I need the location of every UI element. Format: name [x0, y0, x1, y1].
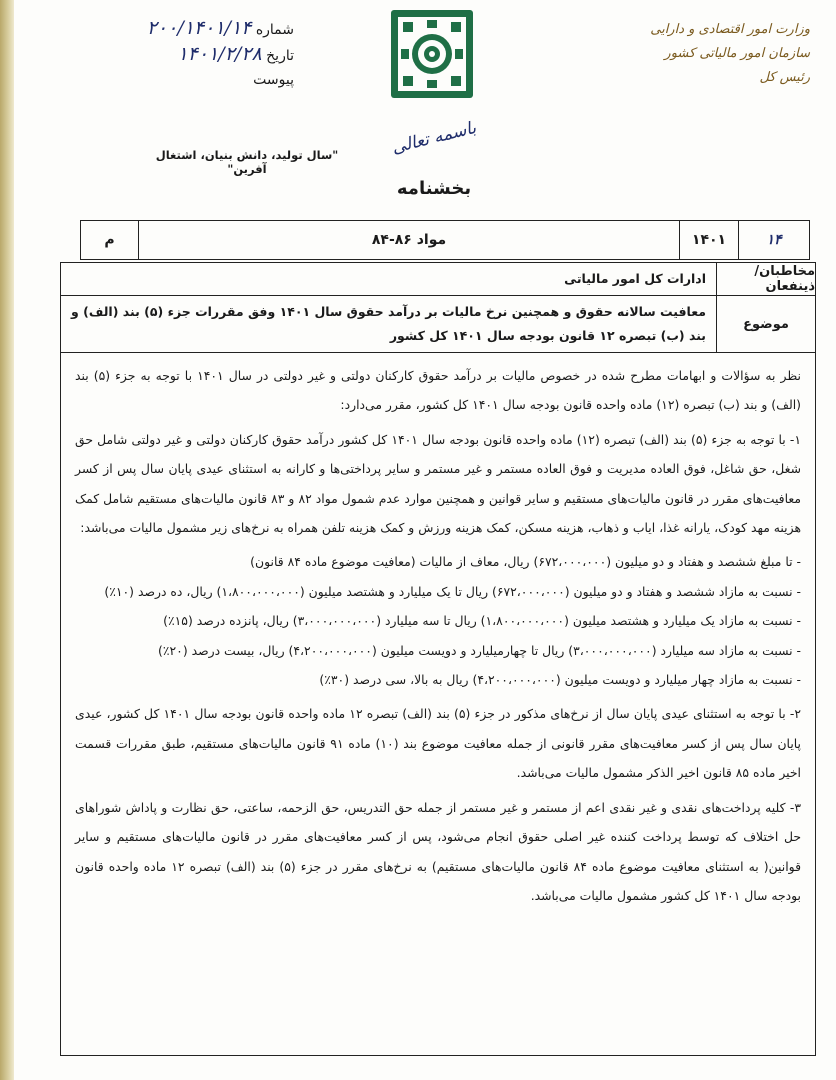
attachment-label: پیوست — [253, 72, 294, 88]
item-3-paragraph: ۳- کلیه پرداخت‌های نقدی و غیر نقدی اعم از مستمر و غیر مستمر از جمله حق التدریس، حق الزحمه، ساعتی، حق نظارت و پاداش شوراهای حل اختلاف که توسط پرداخت کننده غیر اصلی حقوق انجام می‌شود، پس از کسر معافیت‌های مقرر در قانون مالیات‌های مستقیم و سایر قوانین( به استثنای معافیت موضوع ماده ۸۴ قانون مالیات‌های مستقیم) به نرخ‌های مقرر در جزء (۵) بند (الف) تبصره ۱۲ ماده واحده قانون بودجه سال ۱۴۰۱ کل کشور مشمول مالیات می‌باشد. — [75, 799, 801, 903]
letter-meta — [94, 16, 294, 92]
bracket-3: - نسبت به مازاد یک میلیارد و هشتصد میلیون (۱،۸۰۰،۰۰۰،۰۰۰) ریال تا سه میلیارد (۳،۰۰۰،۰۰۰،۰۰۰) ریال، پانزده درصد (۱۵٪) — [163, 613, 801, 629]
circular-body-frame — [60, 262, 816, 1056]
number-label: شماره — [255, 22, 294, 38]
bracket-5: - نسبت به مازاد چهار میلیارد و دویست میلیون (۴،۲۰۰،۰۰۰،۰۰۰) ریال به بالا، سی درصد (۳۰٪) — [319, 672, 801, 688]
document-title: بخشنامه — [396, 178, 472, 199]
addressees-row — [61, 263, 815, 296]
ref-year: ۱۴۰۱ — [679, 221, 738, 259]
item-2-paragraph: ۲- با توجه به استثنای عیدی پایان سال از نرخ‌های مذکور در جزء (۵) بند (الف) تبصره ۱۲ ماده واحده قانون بودجه سال ۱۴۰۱ کل کشور، عیدی پایان سال پس از کسر معافیت‌های مقرر قانونی از جمله معافیت موضوع بند (۱۰) ماده ۹۱ قانون مالیات‌های مستقیم، طبق مقررات قسمت اخیر ماده ۸۵ قانون اخیر الذکر مشمول مالیات می‌باشد. — [75, 706, 801, 781]
attachment-line — [94, 68, 294, 92]
number-line — [94, 16, 294, 42]
subject-label: موضوع — [716, 296, 815, 352]
bracket-2: - نسبت به مازاد ششصد و هفتاد و دو میلیون (۶۷۲،۰۰۰،۰۰۰) ریال تا یک میلیارد و هشتصد میلیون (۱،۸۰۰،۰۰۰،۰۰۰) ریال، ده درصد (۱۰٪) — [104, 583, 801, 599]
reference-table — [80, 220, 810, 260]
bismillah-heading: باسمه تعالی — [389, 117, 479, 159]
addressees-value: ادارات کل امور مالیاتی — [564, 271, 706, 286]
organization-name: سازمان امور مالیاتی کشور — [664, 46, 810, 61]
addressees-label: مخاطبان/ذینفعان — [716, 263, 815, 295]
office-name: رئیس کل — [759, 70, 810, 85]
year-slogan: "سال تولید، دانش بنیان، اشتغال آفرین" — [155, 148, 339, 176]
tax-organization-logo — [389, 8, 475, 100]
circular-document — [14, 0, 836, 1080]
binder-edge — [0, 0, 14, 1080]
subject-value: معافیت سالانه حقوق و همچنین نرخ مالیات بر درآمد حقوق سال ۱۴۰۱ وفق مقررات جزء (۵) بند (الف) و بند (ب) تبصره ۱۲ قانون بودجه سال ۱۴۰۱ کل کشور — [71, 304, 706, 343]
ministry-name: وزارت امور اقتصادی و دارایی — [650, 22, 810, 37]
ref-code: م — [104, 232, 115, 248]
number-value: ۲۰۰/۱۴۰۱/۱۴ — [146, 17, 252, 39]
item-1-paragraph: ۱- با توجه به جزء (۵) بند (الف) تبصره (۱۲) ماده واحده قانون بودجه سال ۱۴۰۱ کل کشور درآمد حقوق کارکنان دولتی و غیر دولتی شامل حق شغل، حق شاغل، فوق العاده مدیریت و فوق العاده مستمر و غیر مستمر و سایر پرداختی‌ها و کارانه به استثنای عیدی پایان سال پس از کسر معافیت‌های مقرر در قانون مالیات‌های مستقیم و سایر قوانین و همچنین موارد عدم شمول مواد ۸۲ و ۸۳ قانون مالیات‌های مستقیم شامل کمک هزینه مهد کودک، یارانه غذا، ایاب و ذهاب، هزینه مسکن، کمک هزینه ورزش و کمک هزینه تلفن همراه به نرخ‌های زیر مشمول مالیات می‌باشد: — [75, 431, 801, 536]
date-label: تاریخ — [266, 48, 294, 64]
ref-articles: مواد ۸۶-۸۴ — [138, 221, 679, 259]
subject-row — [61, 296, 815, 353]
circular-text — [61, 353, 815, 910]
date-line — [94, 42, 294, 68]
bracket-1: - تا مبلغ ششصد و هفتاد و دو میلیون (۶۷۲،۰۰۰،۰۰۰) ریال، معاف از مالیات (معافیت موضوع ماده ۸۴ قانون) — [250, 554, 801, 570]
intro-paragraph: نظر به سؤالات و ابهامات مطرح شده در خصوص مالیات بر درآمد حقوق کارکنان دولتی و غیر دولتی در سال ۱۴۰۱ با توجه به جزء (۵) بند (الف) و بند (ب) تبصره (۱۲) ماده واحده قانون بودجه سال ۱۴۰۱ کل کشور، مقرر می‌دارد: — [75, 368, 802, 413]
issuer-block — [620, 18, 810, 90]
date-value: ۱۴۰۱/۲/۲۸ — [177, 43, 262, 65]
ref-number: ۱۴ — [738, 221, 809, 259]
bracket-4: - نسبت به مازاد سه میلیارد (۳،۰۰۰،۰۰۰،۰۰۰) ریال تا چهارمیلیارد و دویست میلیون (۴،۲۰۰،۰۰۰،۰۰۰) ریال، بیست درصد (۲۰٪) — [158, 642, 801, 658]
